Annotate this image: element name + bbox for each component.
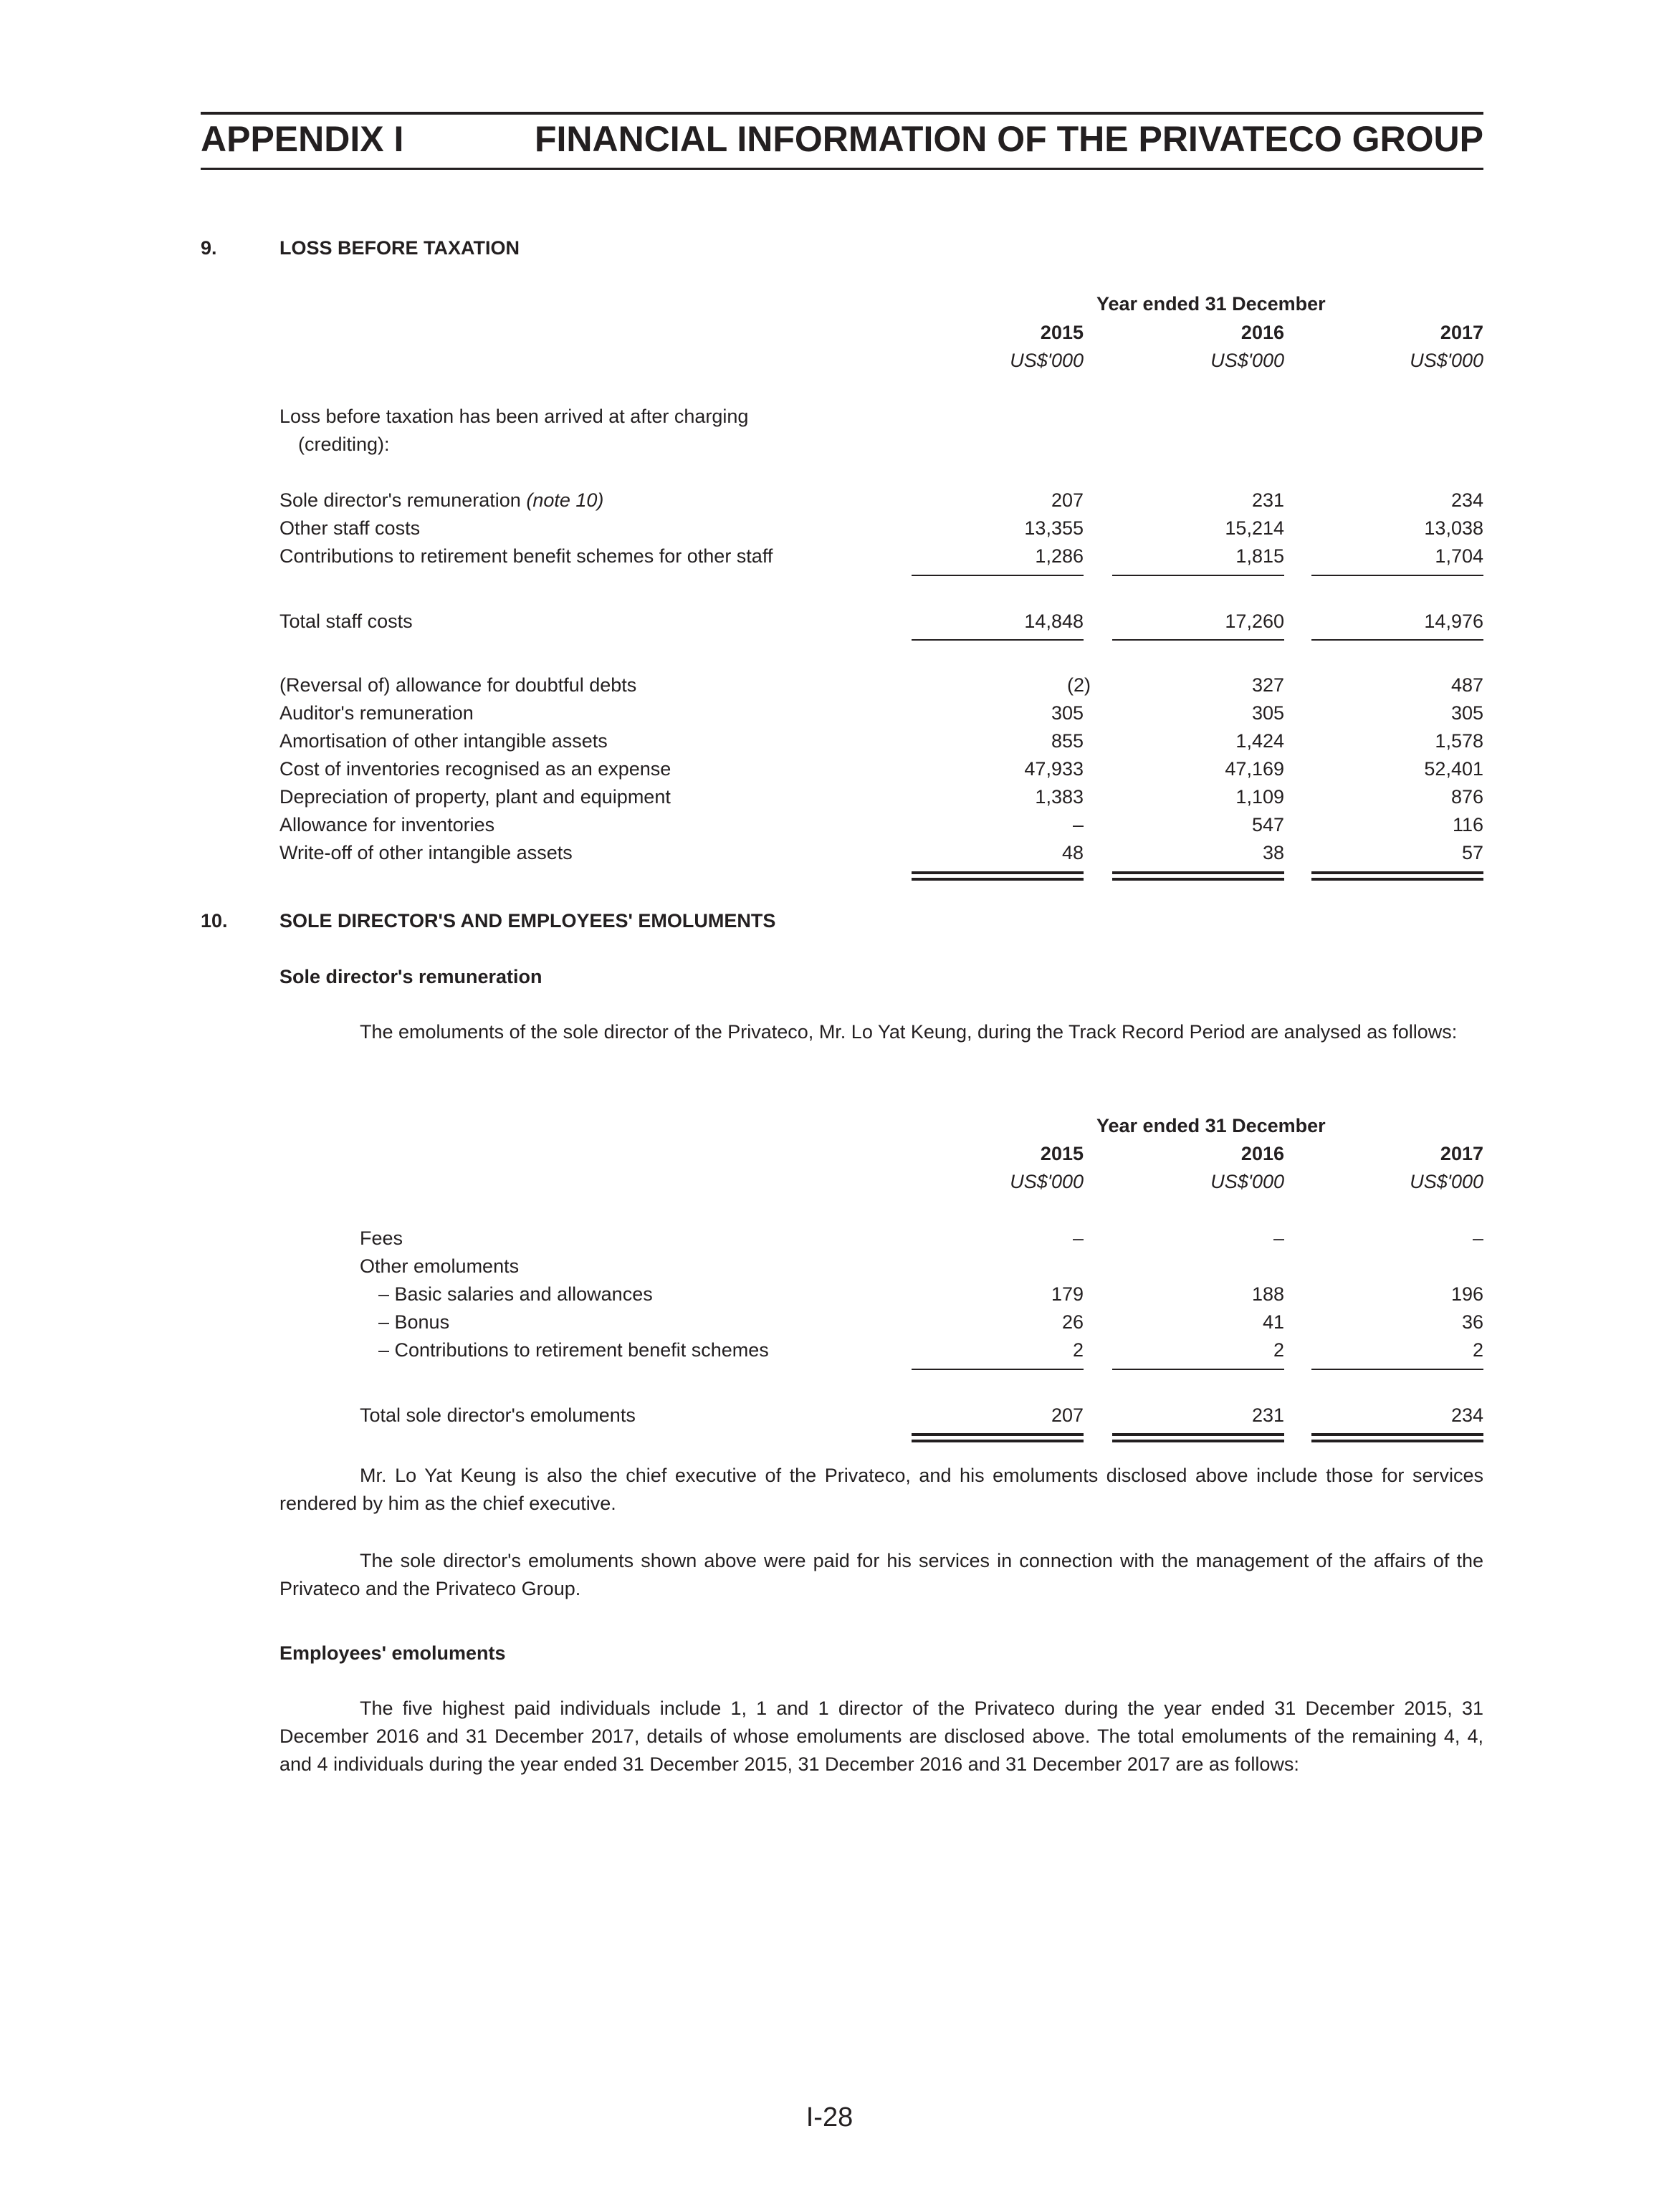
paragraph-text: The sole director's emoluments shown above were paid for his services in connection with the management of the affairs of the Privateco and the Privateco Group. xyxy=(279,1550,1483,1599)
value-2015: 207 xyxy=(1051,1404,1084,1426)
sole-director-subheading: Sole director's remuneration xyxy=(279,966,542,987)
unit-2015: US$'000 xyxy=(1010,350,1084,371)
value-2017: 57 xyxy=(1461,842,1483,863)
section-9-title: LOSS BEFORE TAXATION xyxy=(279,237,520,259)
value-2016: 231 xyxy=(1251,489,1284,511)
value-2016: 327 xyxy=(1251,674,1284,696)
value-2017: 116 xyxy=(1452,814,1483,836)
unit-2015: US$'000 xyxy=(1010,1171,1084,1192)
value-2015: 855 xyxy=(1051,730,1084,752)
year-2016: 2016 xyxy=(1240,1143,1284,1164)
value-2016: 1,424 xyxy=(1235,730,1284,752)
paragraph xyxy=(279,1547,1483,1603)
value-2015: 179 xyxy=(1051,1283,1084,1305)
value-2016: – xyxy=(1273,1227,1284,1249)
value-2017: 305 xyxy=(1450,702,1483,724)
year-2015: 2015 xyxy=(1040,1143,1084,1164)
value-2015: 47,933 xyxy=(1024,758,1084,780)
row-label: – Bonus xyxy=(378,1311,450,1333)
value-2015: 48 xyxy=(1061,842,1084,863)
row-label: Total sole director's emoluments xyxy=(360,1404,636,1426)
unit-2016: US$'000 xyxy=(1210,1171,1284,1192)
value-2016: 1,815 xyxy=(1235,545,1284,567)
value-2017: 487 xyxy=(1450,674,1483,696)
double-rule xyxy=(912,1440,1084,1442)
unit-2017: US$'000 xyxy=(1410,350,1483,371)
value-2017: 2 xyxy=(1472,1339,1483,1361)
paragraph xyxy=(279,1695,1483,1778)
double-rule xyxy=(1311,871,1483,874)
value-2017: 52,401 xyxy=(1424,758,1483,780)
period-heading: Year ended 31 December xyxy=(1096,293,1326,315)
row-label: Allowance for inventories xyxy=(279,814,495,836)
value-2017: 36 xyxy=(1461,1311,1483,1333)
paragraph-text: The emoluments of the sole director of the Privateco, Mr. Lo Yat Keung, during the Track Record Period are analysed as follows: xyxy=(360,1021,1458,1043)
page-title: FINANCIAL INFORMATION OF THE PRIVATECO GROUP xyxy=(534,119,1483,159)
value-2016: 17,260 xyxy=(1225,611,1284,632)
double-rule xyxy=(912,1433,1084,1436)
row-label: Fees xyxy=(360,1227,403,1249)
value-2017: 14,976 xyxy=(1424,611,1483,632)
row-label: Write-off of other intangible assets xyxy=(279,842,573,863)
year-2017: 2017 xyxy=(1440,322,1483,343)
subtotal-rule xyxy=(1311,575,1483,576)
value-2015: 1,286 xyxy=(1035,545,1084,567)
row-label: – Contributions to retirement benefit schemes xyxy=(378,1339,769,1361)
double-rule xyxy=(912,871,1084,874)
row-label: Depreciation of property, plant and equipment xyxy=(279,786,671,808)
double-rule xyxy=(1112,878,1284,881)
double-rule xyxy=(1311,878,1483,881)
row-label: Other staff costs xyxy=(279,517,421,539)
total-rule xyxy=(912,639,1084,641)
double-rule xyxy=(1311,1433,1483,1436)
value-2015: 207 xyxy=(1051,489,1084,511)
value-2017: 1,704 xyxy=(1435,545,1483,567)
value-2015: – xyxy=(1072,1227,1084,1249)
header-top-rule xyxy=(201,112,1483,115)
note-reference: (note 10) xyxy=(526,489,604,511)
value-2017: 196 xyxy=(1450,1283,1483,1305)
year-2017: 2017 xyxy=(1440,1143,1483,1164)
double-rule xyxy=(1112,871,1284,874)
total-rule xyxy=(1311,639,1483,641)
value-2015: 2 xyxy=(1072,1339,1084,1361)
row-label: Auditor's remuneration xyxy=(279,702,474,724)
value-2017: 1,578 xyxy=(1435,730,1483,752)
row-label: Amortisation of other intangible assets xyxy=(279,730,608,752)
year-2015: 2015 xyxy=(1040,322,1084,343)
value-2016: 547 xyxy=(1251,814,1284,836)
value-2015: 14,848 xyxy=(1024,611,1084,632)
value-2016: 47,169 xyxy=(1225,758,1284,780)
double-rule xyxy=(912,878,1084,881)
intro-line: Loss before taxation has been arrived at after charging xyxy=(279,406,749,427)
intro-line-continued: (crediting): xyxy=(298,434,390,455)
row-label: Other emoluments xyxy=(360,1255,520,1277)
value-2016: 2 xyxy=(1273,1339,1284,1361)
value-2016: 1,109 xyxy=(1235,786,1284,808)
paragraph xyxy=(279,1462,1483,1518)
row-label: (Reversal of) allowance for doubtful debts xyxy=(279,674,637,696)
header-bottom-rule xyxy=(201,168,1483,170)
value-2017: 234 xyxy=(1450,489,1483,511)
page-number: I-28 xyxy=(805,2102,854,2132)
value-2017: – xyxy=(1472,1227,1483,1249)
value-2015: 1,383 xyxy=(1035,786,1084,808)
row-label: Contributions to retirement benefit schemes for other staff xyxy=(279,545,773,567)
subtotal-rule xyxy=(1311,1369,1483,1370)
paragraph-text: The five highest paid individuals include 1, 1 and 1 director of the Privateco during the year ended 31 December 2015, 31 December 2016 and 31 December 2017, details of whose emoluments are disclosed above. The total emoluments of the remaining 4, 4, and 4 individuals during the year ended 31 December 2015, 31 December 2016 and 31 December 2017 are as follows: xyxy=(279,1698,1483,1775)
subtotal-rule xyxy=(912,575,1084,576)
year-2016: 2016 xyxy=(1240,322,1284,343)
section-10-number: 10. xyxy=(201,910,228,932)
employees-subheading: Employees' emoluments xyxy=(279,1642,506,1664)
row-label: – Basic salaries and allowances xyxy=(378,1283,653,1305)
subtotal-rule xyxy=(1112,575,1284,576)
section-10-title: SOLE DIRECTOR'S AND EMPLOYEES' EMOLUMENTS xyxy=(279,910,776,932)
double-rule xyxy=(1112,1440,1284,1442)
value-2016: 38 xyxy=(1262,842,1284,863)
paragraph-text: Mr. Lo Yat Keung is also the chief executive of the Privateco, and his emoluments disclosed above include those for services rendered by him as the chief executive. xyxy=(279,1465,1483,1514)
value-2015: 13,355 xyxy=(1024,517,1084,539)
value-2016: 231 xyxy=(1251,1404,1284,1426)
total-rule xyxy=(1112,639,1284,641)
value-2017: 876 xyxy=(1450,786,1483,808)
unit-2016: US$'000 xyxy=(1210,350,1284,371)
subtotal-rule xyxy=(912,1369,1084,1370)
value-2015: (2) xyxy=(1067,674,1091,696)
value-2017: 234 xyxy=(1450,1404,1483,1426)
double-rule xyxy=(1112,1433,1284,1436)
value-2016: 15,214 xyxy=(1225,517,1284,539)
value-2015: – xyxy=(1072,814,1084,836)
row-label: Cost of inventories recognised as an expense xyxy=(279,758,671,780)
unit-2017: US$'000 xyxy=(1410,1171,1483,1192)
paragraph xyxy=(279,1018,1483,1046)
value-2016: 188 xyxy=(1251,1283,1284,1305)
value-2016: 305 xyxy=(1251,702,1284,724)
row-label: Total staff costs xyxy=(279,611,413,632)
period-heading: Year ended 31 December xyxy=(1096,1115,1326,1136)
value-2017: 13,038 xyxy=(1424,517,1483,539)
double-rule xyxy=(1311,1440,1483,1442)
value-2016: 41 xyxy=(1262,1311,1284,1333)
appendix-label: APPENDIX I xyxy=(201,119,404,159)
row-label-text: Sole director's remuneration xyxy=(279,489,521,511)
row-label xyxy=(279,487,603,514)
section-9-number: 9. xyxy=(201,237,217,259)
subtotal-rule xyxy=(1112,1369,1284,1370)
value-2015: 305 xyxy=(1051,702,1084,724)
value-2015: 26 xyxy=(1061,1311,1084,1333)
